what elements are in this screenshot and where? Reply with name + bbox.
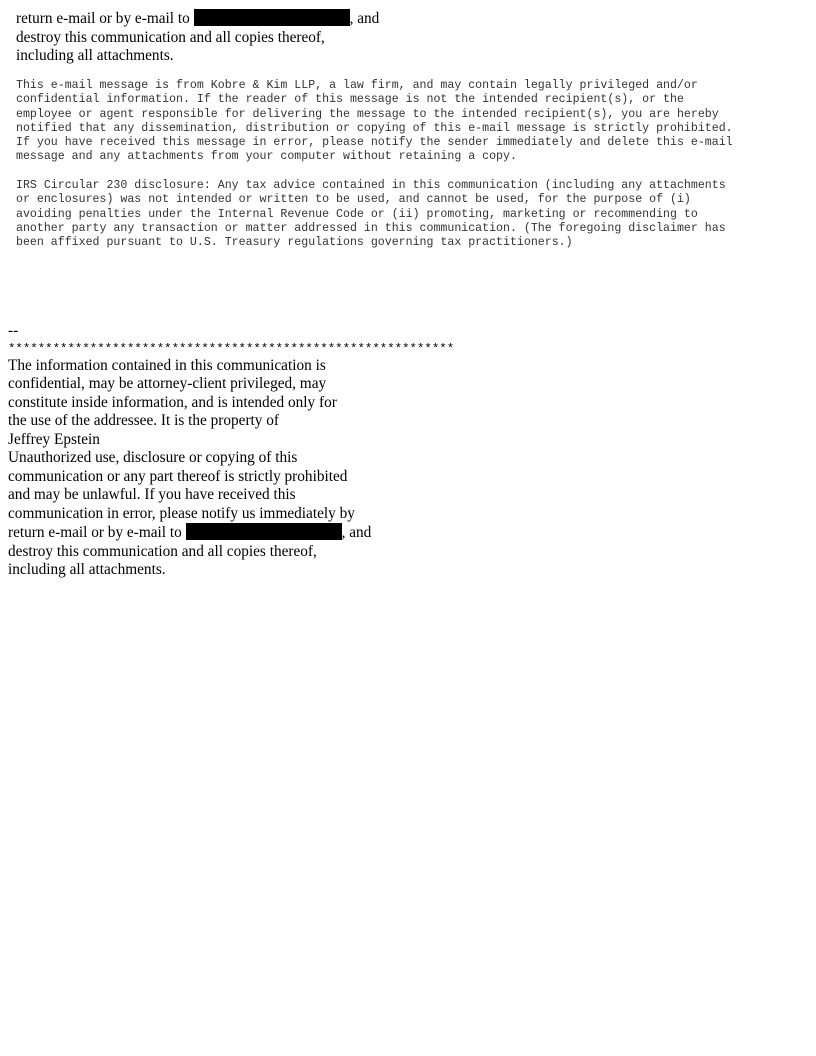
law-firm-disclaimer [16,79,733,165]
signature-line: confidential, may be attorney-client privileged, may [8,375,327,392]
disclaimer-line: employee or agent responsible for delivering the message to the intended recipient(s), you are hereby [16,107,719,121]
notice-text: , and [349,10,380,27]
irs-disclosure [16,179,726,250]
signature-line: The information contained in this communication is [8,356,326,374]
irs-line: avoiding penalties under the Internal Revenue Code or (ii) promoting, marketing or recommending to [16,207,698,221]
disclaimer-line: confidential information. If the reader of this message is not the intended recipient(s), or the [16,93,684,107]
signature-block [8,322,454,580]
signature-text: return e-mail or by e-mail to [8,524,186,541]
signature-line: communication in error, please notify us immediately by [8,504,355,522]
notice-text: return e-mail or by e-mail to [16,10,194,27]
signature-line: including all attachments. [8,561,166,578]
irs-line: another party any transaction or matter addressed in this communication. (The foregoing disclaimer has [16,221,726,235]
signature-stars: ************************************************************ [8,341,455,356]
signature-name: Jeffrey Epstein [8,430,100,448]
signature-line: the use of the addressee. It is the property of [8,412,280,429]
disclaimer-line: message and any attachments from your computer without retaining a copy. [16,150,517,164]
notice-line: destroy this communication and all copies thereof, [16,28,325,46]
redacted-email [194,9,350,26]
disclaimer-line: notified that any dissemination, distribution or copying of this e-mail message is strictly prohibited. [16,121,733,135]
signature-line: Unauthorized use, disclosure or copying of this [8,449,298,466]
signature-dashes: -- [8,322,19,339]
signature-line [8,523,454,543]
signature-text: , and [341,524,372,541]
signature-line: destroy this communication and all copies thereof, [8,542,317,560]
notice-line: including all attachments. [16,47,174,64]
signature-line: communication or any part thereof is strictly prohibited [8,467,348,485]
irs-line: been affixed pursuant to U.S. Treasury regulations governing tax practitioners.) [16,236,573,250]
irs-line: or enclosures) was not intended or written to be used, and cannot be used, for the purpose of (i) [16,193,691,207]
disclaimer-line: If you have received this message in error, please notify the sender immediately and delete this e-mail [16,136,733,150]
signature-line: constitute inside information, and is intended only for [8,393,337,411]
signature-line: and may be unlawful. If you have received this [8,486,296,503]
redacted-email [186,523,342,540]
disclaimer-line: This e-mail message is from Kobre & Kim LLP, a law firm, and may contain legally privileged and/or [16,79,698,92]
irs-line: IRS Circular 230 disclosure: Any tax advice contained in this communication (including any attachments [16,179,726,192]
top-notice [16,9,379,66]
notice-line [16,9,379,29]
